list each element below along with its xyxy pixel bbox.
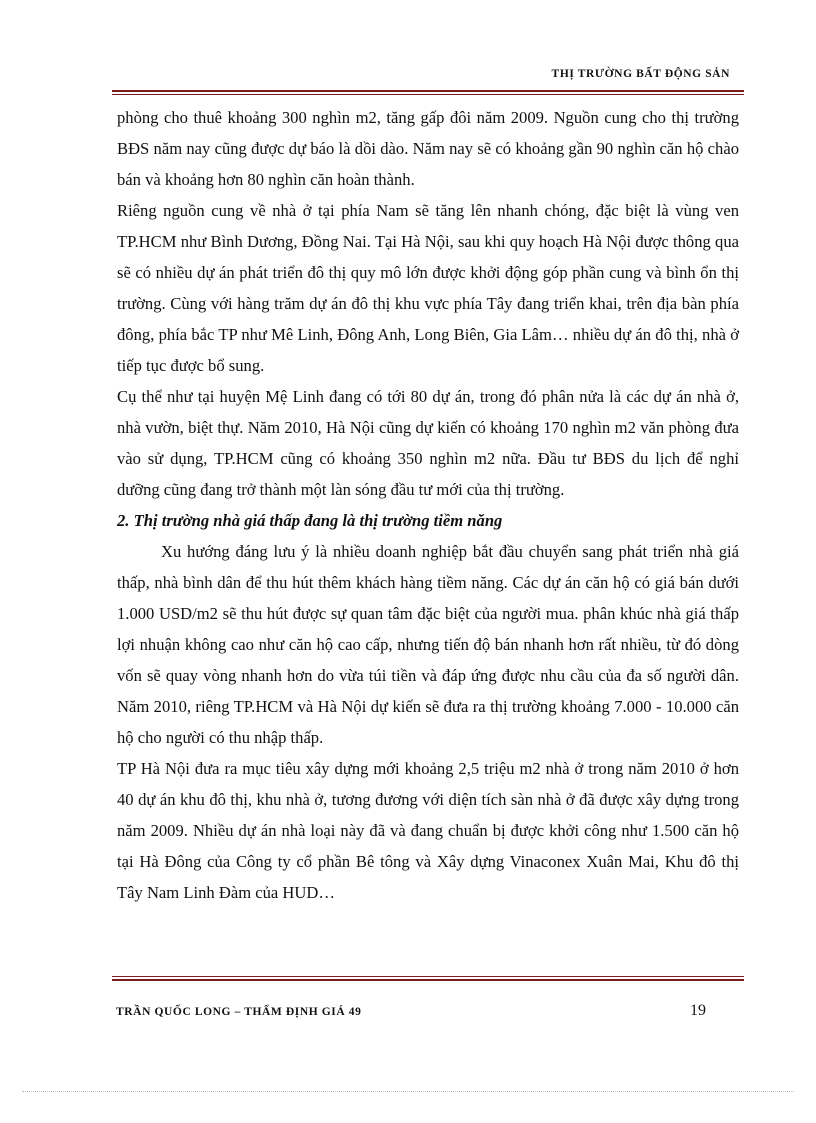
paragraph-low-cost-housing: Xu hướng đáng lưu ý là nhiều doanh nghiệp bắt đầu chuyển sang phát triển nhà giá thấp, nhà bình dân để thu hút thêm khách hàng tiềm năng. Các dự án căn hộ có giá bán dưới 1.000 USD/m2 sẽ thu hút được sự quan tâm đặc biệt của người mua. phân khúc nhà giá thấp lợi nhuận không cao như căn hộ cao cấp, nhưng tiến độ bán nhanh hơn rất nhiều, từ đó dòng vốn sẽ quay vòng nhanh hơn do vừa túi tiền và đáp ứng được nhu cầu của đa số người dân. Năm 2010, riêng TP.HCM và Hà Nội dự kiến sẽ đưa ra thị trường khoảng 7.000 - 10.000 căn hộ cho người có thu nhập thấp.	[117, 542, 739, 747]
section-heading: 2. Thị trường nhà giá thấp đang là thị trường tiềm năng	[117, 511, 503, 530]
paragraph-supply-forecast: phòng cho thuê khoảng 300 nghìn m2, tăng gấp đôi năm 2009. Nguồn cung cho thị trường BĐS năm nay cũng được dự báo là dồi dào. Năm nay sẽ có khoảng gần 90 nghìn căn hộ chào bán và khoảng hơn 80 nghìn căn hoàn thành.	[117, 108, 739, 189]
running-header-title: THỊ TRƯỜNG BẤT ĐỘNG SẢN	[551, 68, 730, 80]
paragraph-me-linh-projects: Cụ thể như tại huyện Mệ Linh đang có tới 80 dự án, trong đó phân nửa là các dự án nhà ở, nhà vườn, biệt thự. Năm 2010, Hà Nội cũng dự kiến có khoảng 170 nghìn m2 văn phòng đưa vào sử dụng, TP.HCM cũng có khoảng 350 nghìn m2 nữa. Đầu tư BĐS du lịch để nghỉ dưỡng cũng đang trở thành một làn sóng đầu tư mới của thị trường.	[117, 387, 739, 499]
paragraph-hanoi-targets: TP Hà Nội đưa ra mục tiêu xây dựng mới khoảng 2,5 triệu m2 nhà ở trong năm 2010 ở hơn 40 dự án khu đô thị, khu nhà ở, tương đương với diện tích sàn nhà ở đã được xây dựng trong năm 2009. Nhiều dự án nhà loại này đã và đang chuẩn bị được khởi công như 1.500 căn hộ tại Hà Đông của Công ty cổ phần Bê tông và Xây dựng Vinaconex Xuân Mai, Khu đô thị Tây Nam Linh Đàm của HUD…	[117, 759, 739, 902]
header-divider	[112, 90, 744, 95]
page-number: 19	[690, 1002, 706, 1019]
page-bottom-border	[22, 1091, 794, 1092]
document-body	[117, 102, 739, 908]
footer-divider	[112, 976, 744, 981]
footer-author: TRẦN QUỐC LONG – THẨM ĐỊNH GIÁ 49	[116, 1006, 362, 1018]
paragraph-southern-supply: Riêng nguồn cung về nhà ở tại phía Nam sẽ tăng lên nhanh chóng, đặc biệt là vùng ven TP.HCM như Bình Dương, Đồng Nai. Tại Hà Nội, sau khi quy hoạch Hà Nội được thông qua sẽ có nhiều dự án phát triển đô thị quy mô lớn được khởi động góp phần cung và bình ổn thị trường. Cùng với hàng trăm dự án đô thị khu vực phía Tây đang triển khai, trên địa bàn phía đông, phía bắc TP như Mê Linh, Đông Anh, Long Biên, Gia Lâm… nhiều dự án đô thị, nhà ở tiếp tục được bổ sung.	[117, 201, 739, 375]
page	[96, 40, 744, 1080]
